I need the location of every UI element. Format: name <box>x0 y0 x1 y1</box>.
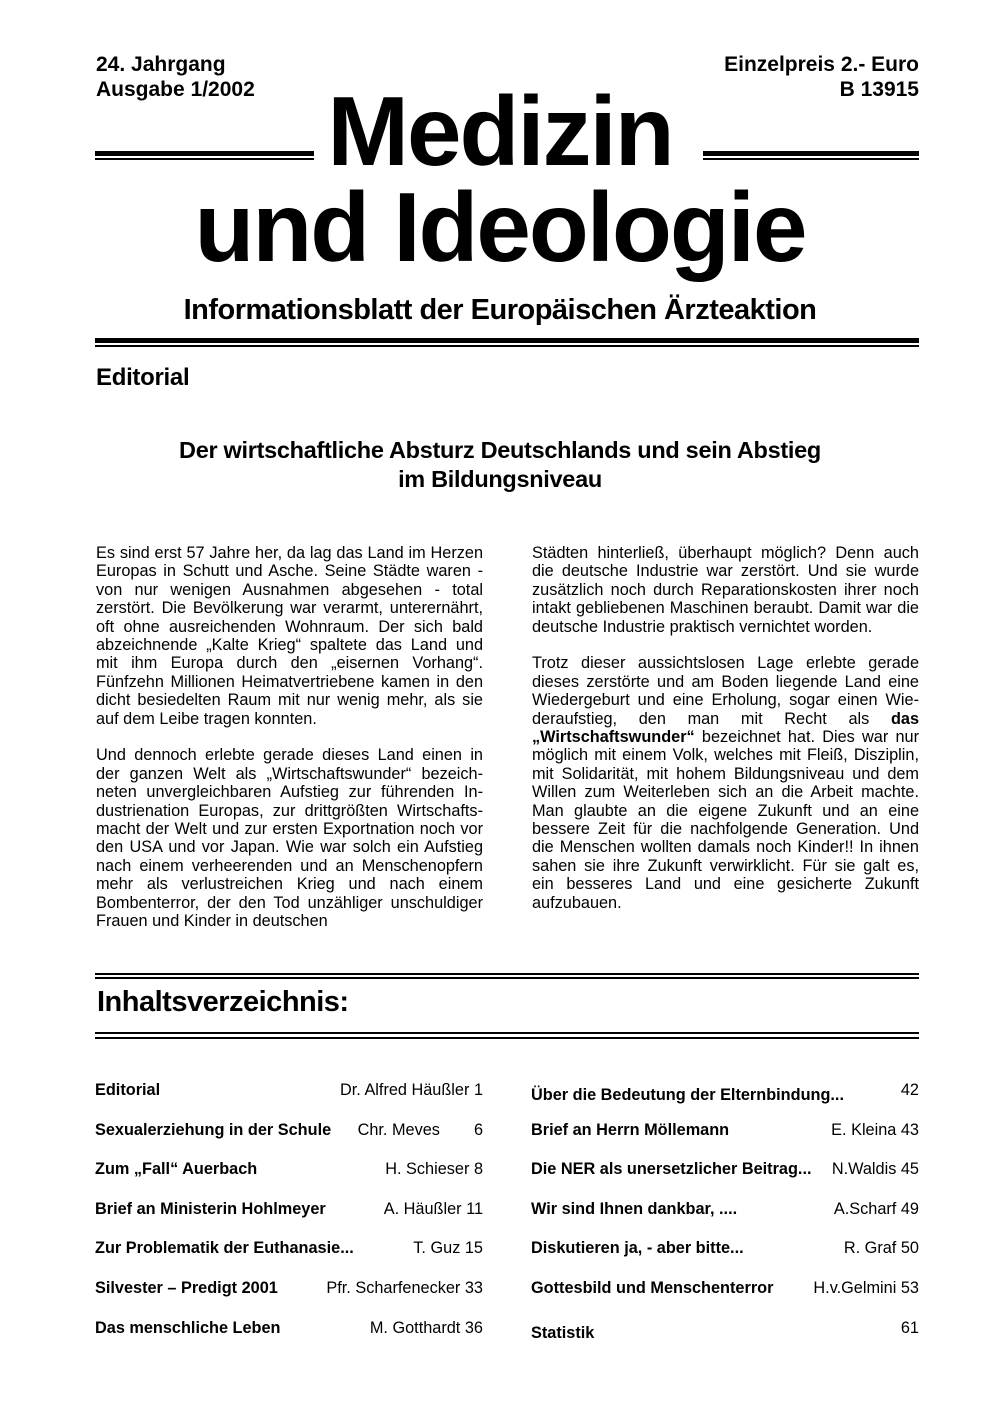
toc-entry-title: Diskutieren ja, - aber bitte... <box>531 1239 744 1258</box>
toc-entry-title: Wir sind Ihnen dankbar, .... <box>531 1199 738 1218</box>
article-headline <box>0 436 1000 494</box>
toc-entry-author: H. Schieser <box>385 1160 470 1179</box>
headline-line1: Der wirtschaftliche Absturz Deutschlands und sein Abstieg <box>179 437 821 463</box>
toc-rule-bottom <box>95 1032 919 1036</box>
toc-entry-title: Sexualerziehung in der Schule <box>95 1120 332 1139</box>
publication-title-line1: Medizin <box>327 76 673 186</box>
toc-entry-author: T. Guz <box>413 1239 461 1258</box>
article-paragraph: Städten hinterließ, überhaupt möglich? Denn auch die deutsche Industrie war zerstört. Und sie wurde zusätzlich noch durch Reparationskosten ihrer noch intakt gebliebenen Maschinen beraubt. Damit war die deutsche Industrie praktisch vernichtet worden. <box>532 544 919 636</box>
article-column-right <box>532 544 919 931</box>
toc-entry-page: 42 <box>900 1081 919 1099</box>
toc-entry-title: Zur Problematik der Euthanasie... <box>95 1239 354 1258</box>
toc-entry-author: Chr. Meves <box>357 1120 440 1139</box>
text-run: bezeichnet hat. Dies war nur möglich mit einem Volk, welches mit Fleiß, Disziplin, mit Solidarität, mit hohem Bildungsniveau und dem Willen zum Weiterleben sich an die Arbeit machte. Man glaubte an die eigene Zukunft und an eine bessere Zeit für die nachfolgende Generation. Und die Menschen wollten damals noch Kinder!! In ihnen sahen sie ihre Zukunft verwirklicht. Für sie galt es, ein besseres Land und eine gesicherte Zukunft aufzubauen. <box>532 728 919 912</box>
toc-rule-top <box>95 973 919 977</box>
toc-entry-page: 43 <box>900 1120 919 1139</box>
toc-entry-title: Zum „Fall“ Auerbach <box>95 1160 258 1179</box>
price-label: Einzelpreis 2.- Euro <box>724 53 919 76</box>
masthead-divider <box>95 338 919 346</box>
toc-entry-author: R. Graf <box>843 1239 897 1258</box>
headline-line2: im Bildungsniveau <box>398 466 602 492</box>
article-paragraph: Es sind erst 57 Jahre her, da lag das Land im Herzen Europas in Schutt und Asche. Seine Städte waren - von nur wenigen Ausnahmen abgesehen - total zerstört. Die Bevölkerung war verarmt, unterernährt, oft ohne ausreichenden Wohnraum. Der sich bald abzeichnende „Kalte Krieg“ spaltete das Land und mit ihm Europa durch den „eisernen Vorhang“. Fünfzehn Millionen Heimatvertriebene kamen in den dicht besiedelten Raum mit nur wenig mehr, als sie auf dem Leibe tragen konnten. <box>96 544 483 728</box>
toc-entry[interactable] <box>95 1279 483 1319</box>
text-run: Trotz dieser aussichtslosen Lage erlebte gerade dieses zerstörte und am Boden liegende Land eine Wiedergeburt und eine Erholung, sogar einen Wiederaufstieg, den man mit Recht als <box>532 654 919 728</box>
publication-subtitle: Informationsblatt der Europäischen Ärzteaktion <box>183 294 817 326</box>
toc-entry[interactable] <box>531 1200 919 1240</box>
toc-entry-page: 1 <box>473 1081 483 1099</box>
toc-entry-page: 45 <box>900 1160 919 1179</box>
toc-entry-author: N.Waldis <box>831 1160 897 1179</box>
toc-column-left <box>95 1081 483 1358</box>
toc-entry-page: 33 <box>464 1278 483 1297</box>
registration-number: B 13915 <box>839 78 919 101</box>
toc-entry[interactable] <box>531 1279 919 1319</box>
toc-entry-title: Brief an Ministerin Hohlmeyer <box>95 1199 326 1218</box>
toc-entry[interactable] <box>95 1081 483 1121</box>
toc-entry[interactable] <box>531 1160 919 1200</box>
toc-entry[interactable] <box>95 1160 483 1200</box>
issue-label: Ausgabe 1/2002 <box>96 78 255 101</box>
toc-entry-title: Über die Bedeutung der Elternbindung... <box>531 1086 844 1104</box>
toc-entry-author: Dr. Alfred Häußler <box>340 1081 470 1099</box>
toc-entry-author: A.Scharf <box>833 1199 897 1218</box>
toc-entry-title: Das menschliche Leben <box>95 1318 281 1337</box>
toc-entry[interactable] <box>531 1239 919 1279</box>
toc-entry-page: 11 <box>466 1199 483 1218</box>
toc-entry-title: Editorial <box>95 1081 161 1099</box>
toc-entry-title: Silvester – Predigt 2001 <box>95 1278 278 1297</box>
toc-entry-title: Brief an Herrn Möllemann <box>531 1120 730 1139</box>
toc-entry-page: 50 <box>900 1239 919 1258</box>
toc-entry-page: 6 <box>473 1120 483 1139</box>
article-paragraph <box>532 654 919 912</box>
toc-entry[interactable] <box>95 1200 483 1240</box>
toc-entry-page: 8 <box>473 1160 483 1179</box>
toc-entry-author: E. Kleina <box>831 1120 897 1139</box>
toc-entry-title: Gottesbild und Menschenterror <box>531 1278 774 1297</box>
publication-title-line2: und Ideologie <box>194 172 806 282</box>
toc-entry-author: M. Gotthardt <box>369 1318 461 1337</box>
toc-entry[interactable] <box>531 1121 919 1161</box>
toc-entry[interactable] <box>531 1319 919 1359</box>
toc-column-right <box>531 1081 919 1358</box>
section-label-editorial: Editorial <box>96 364 190 391</box>
toc-entry[interactable] <box>531 1081 919 1121</box>
article-column-left <box>96 544 483 949</box>
article-paragraph: Und dennoch erlebte gerade dieses Land einen in der ganzen Welt als „Wirtschaftswunder“ bezeichneten unvergleichbaren Aufstieg zur führenden Industrienation Europas, zur drittgrößten Wirtschaftsmacht der Welt und zur ersten Exportnation noch vor den USA und vor Japan. Wie war solch ein Aufstieg nach einem verheerenden und an Menschenopfern mehr als verlustreichen Krieg und nach einem Bombenterror, der den Tod unzähliger unschuldiger Frauen und Kinder in deutschen <box>96 746 483 931</box>
toc-title: Inhaltsverzeichnis: <box>97 986 349 1018</box>
toc-entry-page: 49 <box>900 1199 919 1218</box>
toc-entry-author: A. Häußler <box>383 1199 462 1218</box>
toc-entry-title: Statistik <box>531 1323 595 1342</box>
emphasis-wirtschaftswunder: das „Wirtschaftswunder“ <box>532 709 919 747</box>
toc-entry[interactable] <box>95 1121 483 1161</box>
toc-entry[interactable] <box>95 1239 483 1279</box>
toc-entry-page: 61 <box>900 1318 919 1337</box>
toc-entry-page: 36 <box>464 1318 483 1337</box>
toc-entry-page: 53 <box>900 1278 919 1297</box>
toc-entry[interactable] <box>95 1319 483 1359</box>
toc-entry-page: 15 <box>464 1239 483 1258</box>
toc-entry-author: H.v.Gelmini <box>813 1278 897 1297</box>
toc-entry-title: Die NER als unersetzlicher Beitrag... <box>531 1160 812 1179</box>
volume-label: 24. Jahrgang <box>96 53 226 76</box>
toc-entry-author: Pfr. Scharfenecker <box>326 1278 461 1297</box>
